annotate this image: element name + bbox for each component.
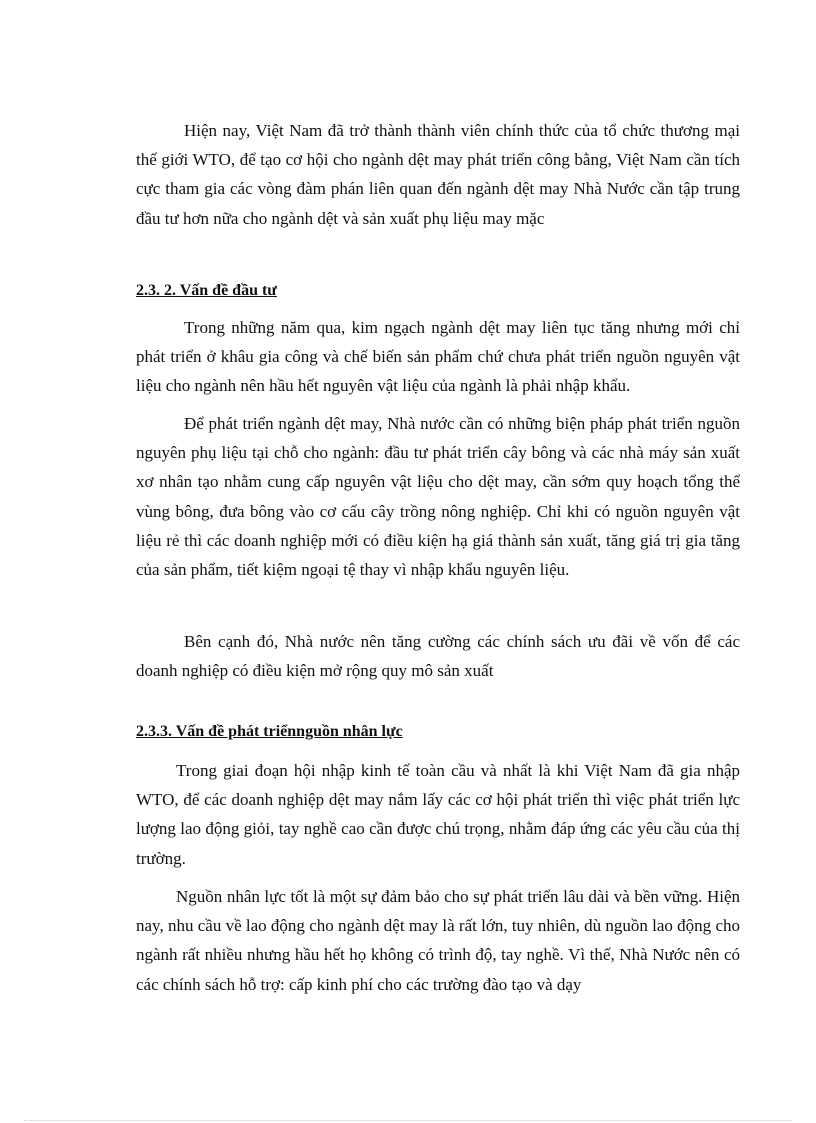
paragraph-wto-intro: Hiện nay, Việt Nam đã trở thành thành viên chính thức của tổ chức thương mại thế giới WTO, để tạo cơ hội cho ngành dệt may phát triển công bằng, Việt Nam cần tích cực tham gia các vòng đàm phán liên quan đến ngành dệt may Nhà Nước cần tập trung đầu tư hơn nữa cho ngành dệt và sản xuất phụ liệu may mặc xyxy=(136,121,740,228)
paragraph-import-dependence: Trong những năm qua, kim ngạch ngành dệt may liên tục tăng nhưng mới chỉ phát triển ở khâu gia công và chế biến sản phẩm chứ chưa phát triển nguồn nguyên vật liệu cho ngành nên hầu hết nguyên vật liệu của ngành là phải nhập khẩu. xyxy=(136,318,740,396)
paragraph-raw-material-development: Để phát triển ngành dệt may, Nhà nước cần có những biện pháp phát triển nguồn nguyên phụ liệu tại chỗ cho ngành: đầu tư phát triển cây bông và các nhà máy sản xuất xơ nhân tạo nhằm cung cấp nguyên vật liệu cho dệt may, cần sớm quy hoạch tổng thể vùng bông, đưa bông vào cơ cấu cây trồng nông nghiệp. Chỉ khi có nguồn nguyên vật liệu rẻ thì các doanh nghiệp mới có điều kiện hạ giá thành sản xuất, tăng giá trị gia tăng của sản phẩm, tiết kiệm ngoại tệ thay vì nhập khẩu nguyên liệu. xyxy=(136,414,740,580)
paragraph-capital-incentives: Bên cạnh đó, Nhà nước nên tăng cường các chính sách ưu đãi về vốn để các doanh nghiệp có điều kiện mở rộng quy mô sản xuất xyxy=(136,632,740,681)
paragraph-training-support: Nguồn nhân lực tốt là một sự đảm bảo cho sự phát triển lâu dài và bền vững. Hiện nay, nhu cầu về lao động cho ngành dệt may là rất lớn, tuy nhiên, dù nguồn lao động cho ngành rất nhiều nhưng hầu hết họ không có trình độ, tay nghề. Vì thế, Nhà Nước nên có các chính sách hỗ trợ: cấp kinh phí cho các trường đào tạo và dạy xyxy=(136,887,740,994)
section-heading-investment: 2.3. 2. Vấn đề đầu tư xyxy=(136,282,277,299)
page-bottom-divider xyxy=(24,1120,792,1121)
section-heading-human-resources: 2.3.3. Vấn đề phát triểnnguồn nhân lực xyxy=(136,723,403,740)
paragraph-skilled-labor: Trong giai đoạn hội nhập kinh tế toàn cầu và nhất là khi Việt Nam đã gia nhập WTO, để các doanh nghiệp dệt may nắm lấy các cơ hội phát triển thì việc phát triển lực lượng lao động giỏi, tay nghề cao cần được chú trọng, nhằm đáp ứng các yêu cầu của thị trường. xyxy=(136,761,740,868)
